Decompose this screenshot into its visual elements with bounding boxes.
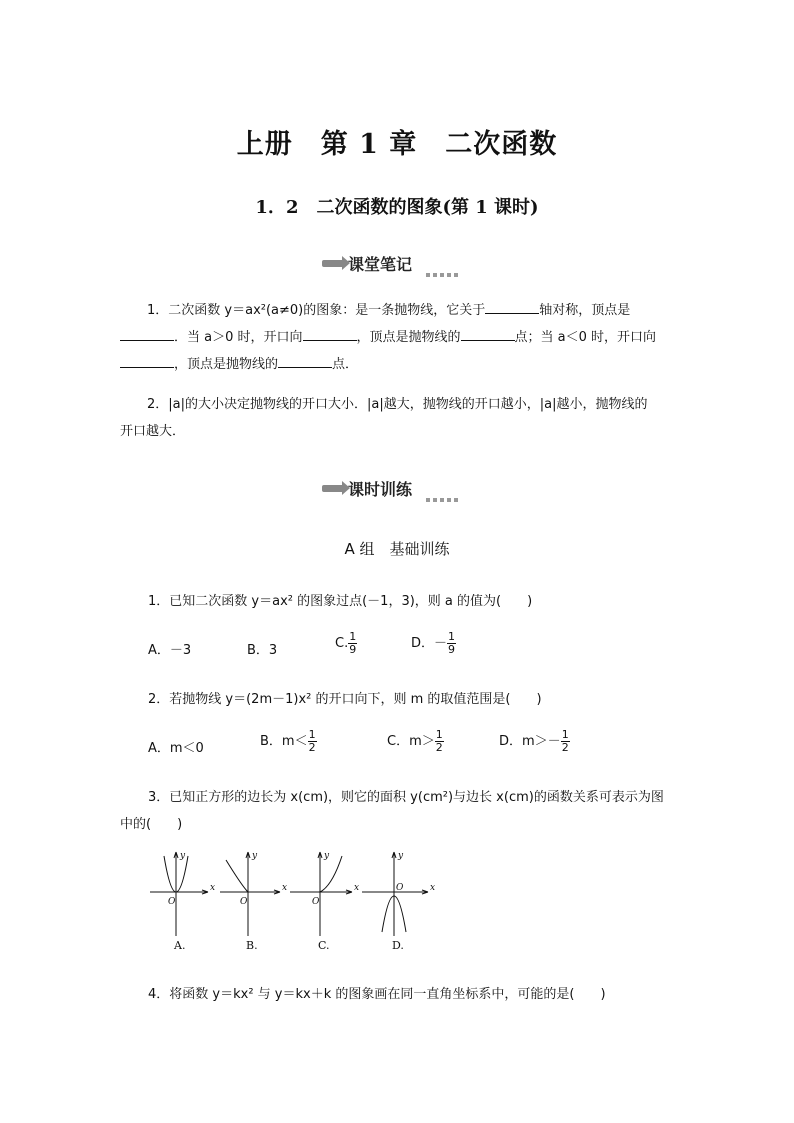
denominator: 9 xyxy=(448,643,456,656)
y-axis-label: y xyxy=(252,851,258,861)
x-axis-label: x xyxy=(354,883,360,893)
q3-graphs xyxy=(140,846,440,956)
notes-banner xyxy=(322,252,472,274)
blank-open-up xyxy=(303,326,357,341)
graph-a-label: A. xyxy=(174,939,186,952)
graph-a xyxy=(150,852,208,936)
origin-label: O xyxy=(168,897,176,907)
graph-c-label: C. xyxy=(318,939,330,952)
q1-option-b: B．3 xyxy=(247,643,278,658)
q2-option-b xyxy=(260,729,317,754)
notes-item-2 xyxy=(120,391,680,445)
numerator: 1 xyxy=(349,630,357,643)
q1-option-c xyxy=(335,631,357,656)
note1-text-b: 轴对称，顶点是 xyxy=(539,303,631,318)
blank-vertex xyxy=(120,326,174,341)
q2-option-c xyxy=(387,729,444,754)
note1-text-g: 点． xyxy=(332,357,359,372)
blank-lowest xyxy=(461,326,515,341)
note1-text-f: ，顶点是抛物线的 xyxy=(174,357,279,372)
q1-option-d xyxy=(411,631,456,656)
numerator: 1 xyxy=(561,728,569,741)
x-axis-label: x xyxy=(282,883,288,893)
q2-option-d-label: D．m＞－ xyxy=(499,734,561,749)
numerator: 1 xyxy=(448,630,456,643)
q1-option-c-label: C. xyxy=(335,636,349,651)
x-axis-label: x xyxy=(210,883,216,893)
blank-open-down xyxy=(120,353,174,368)
denominator: 2 xyxy=(561,741,569,754)
x-axis-label: x xyxy=(430,883,436,893)
origin-label: O xyxy=(240,897,248,907)
question-1-stem: 1．已知二次函数 y＝ax² 的图象过点(－1，3)，则 a 的值为( ) xyxy=(148,594,533,609)
q2-option-b-label: B．m＜ xyxy=(260,734,308,749)
notes-item-1 xyxy=(120,297,680,378)
denominator: 2 xyxy=(308,741,316,754)
lesson-title: 1．2 二次函数的图象(第 1 课时) xyxy=(255,197,539,218)
practice-banner-label: 课时训练 xyxy=(348,480,413,499)
numerator: 1 xyxy=(308,728,316,741)
question-3-stem-line2: 中的( ) xyxy=(120,817,183,832)
note1-text-c: ．当 a＞0 时，开口向 xyxy=(174,330,303,345)
notes-banner-label: 课堂笔记 xyxy=(348,255,413,274)
q1-option-d-label: D．－ xyxy=(411,636,448,651)
y-axis-label: y xyxy=(398,851,404,861)
arrow-icon xyxy=(322,485,344,492)
origin-label: O xyxy=(396,883,404,893)
q2-option-c-label: C．m＞ xyxy=(387,734,435,749)
y-axis-label: y xyxy=(324,851,330,861)
y-axis-label: y xyxy=(180,851,186,861)
question-2-stem: 2．若抛物线 y＝(2m－1)x² 的开口向下，则 m 的取值范围是( ) xyxy=(148,692,542,707)
origin-label: O xyxy=(312,897,320,907)
dots-decoration xyxy=(426,487,461,506)
group-title: A 组 基础训练 xyxy=(344,540,450,558)
blank-highest xyxy=(278,353,332,368)
graph-b xyxy=(220,852,280,936)
fraction xyxy=(447,631,456,656)
dots-decoration xyxy=(426,262,461,281)
graph-d-label: D. xyxy=(392,939,404,952)
q2-option-d xyxy=(499,729,570,754)
graph-d xyxy=(362,852,428,936)
q1-option-a: A．－3 xyxy=(148,643,192,658)
numerator: 1 xyxy=(435,728,443,741)
practice-banner xyxy=(322,477,472,499)
fraction xyxy=(348,631,357,656)
fraction xyxy=(435,729,444,754)
graph-b-label: B. xyxy=(246,939,258,952)
denominator: 2 xyxy=(435,741,443,754)
chapter-title: 上册 第 1 章 二次函数 xyxy=(236,129,558,160)
fraction xyxy=(308,729,317,754)
note1-text-d: ，顶点是抛物线的 xyxy=(356,330,461,345)
question-4-stem: 4．将函数 y＝kx² 与 y＝kx＋k 的图象画在同一直角坐标系中，可能的是( ) xyxy=(148,987,606,1002)
note2-line1: 2．|a|的大小决定抛物线的开口大小．|a|越大，抛物线的开口越小，|a|越小，抛物线的 xyxy=(147,397,648,412)
fraction xyxy=(561,729,570,754)
q2-option-a: A．m＜0 xyxy=(148,741,204,756)
note1-text-e: 点；当 a＜0 时，开口向 xyxy=(514,330,657,345)
question-3-stem-line1: 3．已知正方形的边长为 x(cm)，则它的面积 y(cm²)与边长 x(cm)的函数关系可表示为图 xyxy=(148,790,664,805)
arrow-icon xyxy=(322,260,344,267)
note1-text-a: 1．二次函数 y＝ax²(a≠0)的图象：是一条抛物线，它关于 xyxy=(147,303,486,318)
graph-c xyxy=(290,852,352,936)
note2-line2: 开口越大． xyxy=(120,424,186,439)
denominator: 9 xyxy=(349,643,357,656)
blank-axis xyxy=(485,299,539,314)
